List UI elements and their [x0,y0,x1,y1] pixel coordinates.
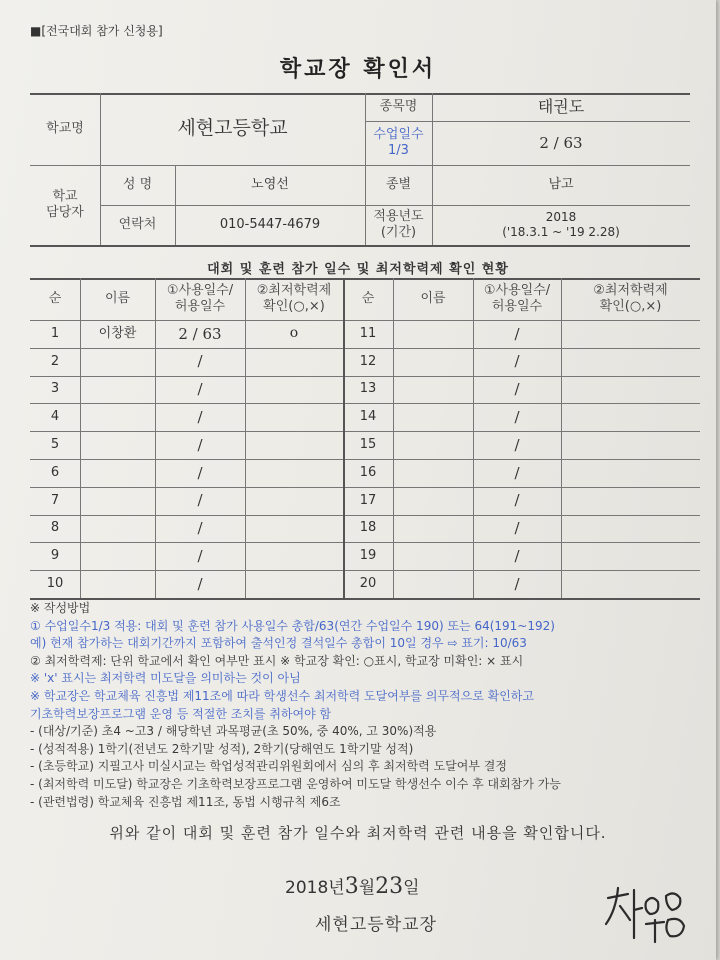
instruction-line: ② 최저학력제: 단위 학교에서 확인 여부만 표시 ※ 학교장 확인: ○표시, 학교장 미확인: × 표시 [30,653,524,668]
row-grade-left: o [289,325,299,342]
row-grade-left [245,459,343,487]
row-number-right: 11 [359,325,377,341]
row-grade-left [245,570,343,598]
row-days-left: / [197,463,203,482]
col-no-right: 순 [361,290,375,306]
row-number-left: 6 [50,464,60,480]
row-grade-left [245,376,343,404]
document-title: 학교장 확인서 [279,57,437,82]
date-day-label: 일 [403,878,420,898]
row-name-left [80,515,155,543]
row-grade-left [245,403,343,431]
row-days-right: / [514,546,520,565]
row-days-right: / [514,519,520,538]
row-days-left: / [197,407,203,426]
row-name-right [393,376,473,404]
table-subtitle: 대회 및 훈련 참가 일수 및 최저학력제 확인 현황 [207,262,509,277]
school-name-label: 학교명 [46,120,84,136]
row-number-left: 7 [50,492,60,508]
row-grade-right [561,376,700,404]
row-days-right: / [514,324,520,343]
row-days-left: / [197,380,203,399]
class-days-label: 수업일수 1/3 [373,126,424,158]
col-name-right: 이름 [420,290,446,306]
col-days-left: ①사용일수/ 허용일수 [166,282,234,314]
principal-title: 세현고등학교장 [315,915,437,935]
row-name-left [80,459,155,487]
event-value: 태권도 [537,97,585,116]
category-label: 종별 [385,176,412,192]
row-grade-right [561,487,700,515]
date-month: 3 [344,874,359,899]
row-grade-right [561,459,700,487]
row-name-left [80,487,155,515]
year-value: 2018 ('18.3.1 ~ '19 2.28) [502,210,620,239]
row-number-left: 8 [50,520,60,536]
row-grade-right [561,570,700,598]
instruction-line: ① 수업일수1/3 적용: 대회 및 훈련 참가 사용일수 총합/63(연간 수업일수 190) 또는 64(191~192) [30,618,555,633]
row-days-right: / [514,463,520,482]
row-number-left: 4 [50,409,60,425]
col-days-right: ①사용일수/ 허용일수 [483,282,551,314]
row-name-right [393,487,473,515]
row-name-right [393,570,473,598]
phone-label: 연락처 [118,216,157,232]
class-days-value: 2 / 63 [539,133,583,152]
date-year: 2018년 [285,878,345,898]
row-number-left: 1 [50,325,60,341]
instruction-line: ※ 학교장은 학교체육 진흥법 제11조에 따라 학생선수 최저학력 도달여부를 의무적으로 확인하고 [30,688,534,703]
row-days-right: / [514,574,520,593]
row-days-right: / [514,407,520,426]
phone-value: 010-5447-4679 [219,216,321,232]
row-grade-left [245,515,343,543]
instruction-line: - (성적적용) 1학기(전년도 2학기말 성적), 2학기(당해연도 1학기말 성적) [30,741,414,756]
instruction-line: 기초학력보장프로그램 운영 등 적절한 조치를 취하여야 함 [30,706,332,721]
date-month-label: 월 [358,878,376,898]
row-days-right: / [514,435,520,454]
row-grade-right [561,403,700,431]
row-number-right: 16 [359,464,377,480]
instruction-line: - (관련법령) 학교체육 진흥법 제11조, 동법 시행규칙 제6조 [30,794,341,809]
row-name-right [393,431,473,459]
row-days-left: / [197,546,203,565]
row-number-left: 5 [50,436,60,452]
person-name-value: 노영선 [251,176,289,192]
category-value: 남고 [548,176,574,192]
row-name-right [393,320,473,348]
date-day: 23 [375,874,404,899]
row-grade-left [245,348,343,376]
form-type-tag: ■[전국대회 참가 신청용] [30,24,163,38]
person-name-label: 성 명 [122,176,153,192]
school-name-value: 세현고등학교 [177,117,288,140]
row-grade-right [561,348,700,376]
instruction-line: ※ 작성방법 [30,601,91,615]
instructions-section [30,600,700,811]
row-number-right: 12 [359,353,377,369]
row-name-left [80,348,155,376]
row-number-right: 13 [359,381,377,397]
row-name-left [80,542,155,570]
col-no-left: 순 [48,290,62,306]
signing-date [285,873,420,899]
row-days-left: / [197,574,203,593]
row-name-left [80,403,155,431]
row-days-left: / [197,491,203,510]
row-number-left: 3 [50,381,60,397]
row-name-left: 이창환 [98,325,137,341]
col-grade-right: ②최저학력제 확인(○,×) [593,282,668,314]
row-name-left [80,431,155,459]
row-number-left: 10 [46,575,64,591]
row-number-left: 9 [50,548,60,564]
event-label: 종목명 [379,98,418,114]
row-number-right: 20 [359,575,377,591]
row-grade-right [561,431,700,459]
row-grade-left [245,431,343,459]
row-name-right [393,459,473,487]
row-number-left: 2 [50,353,60,369]
row-days-right: / [514,491,520,510]
row-grade-right [561,320,700,348]
row-number-right: 19 [359,548,377,564]
row-number-right: 18 [359,520,377,536]
row-days-left: / [197,435,203,454]
row-grade-right [561,542,700,570]
instruction-line: - (대상/기준) 초4 ~고3 / 해당학년 과목평균(초 50%, 중 40%, 고 30%)적용 [30,724,437,739]
row-name-right [393,348,473,376]
instruction-line: ※ 'x' 표시는 최저학력 미도달을 의미하는 것이 아님 [30,671,301,686]
row-name-right [393,403,473,431]
row-grade-right [561,515,700,543]
row-grade-left [245,542,343,570]
instruction-line: - (최저학력 미도달) 학교장은 기초학력보장프로그램 운영하여 미도달 학생선수 이수 후 대회참가 가능 [30,776,561,791]
row-days-left: / [197,519,203,538]
instruction-line: 예) 현재 참가하는 대회기간까지 포함하여 출석인정 결석일수 총합이 10일 경우 ⇨ 표기: 10/63 [30,636,527,651]
row-name-right [393,542,473,570]
row-number-right: 14 [359,409,377,425]
row-days-left: / [197,352,203,371]
year-label: 적용년도 (기간) [373,208,424,240]
row-days-right: / [514,352,520,371]
row-days-right: / [514,380,520,399]
row-grade-left [245,487,343,515]
col-name-left: 이름 [104,290,131,306]
row-name-left [80,376,155,404]
row-days-left: 2 / 63 [178,324,222,343]
col-grade-left: ②최저학력제 확인(○,×) [256,282,332,314]
row-name-left [80,570,155,598]
confirmation-statement: 위와 같이 대회 및 훈련 참가 일수와 최저학력 관련 내용을 확인합니다. [109,824,607,842]
row-number-right: 17 [359,492,377,508]
row-number-right: 15 [359,436,377,452]
principal-signature [600,880,690,950]
instruction-line: - (초등학교) 지필고사 미실시교는 학업성적관리위원회에서 심의 후 최저학력 도달여부 결정 [30,759,507,774]
contact-group-label: 학교 담당자 [46,188,84,220]
row-name-right [393,515,473,543]
